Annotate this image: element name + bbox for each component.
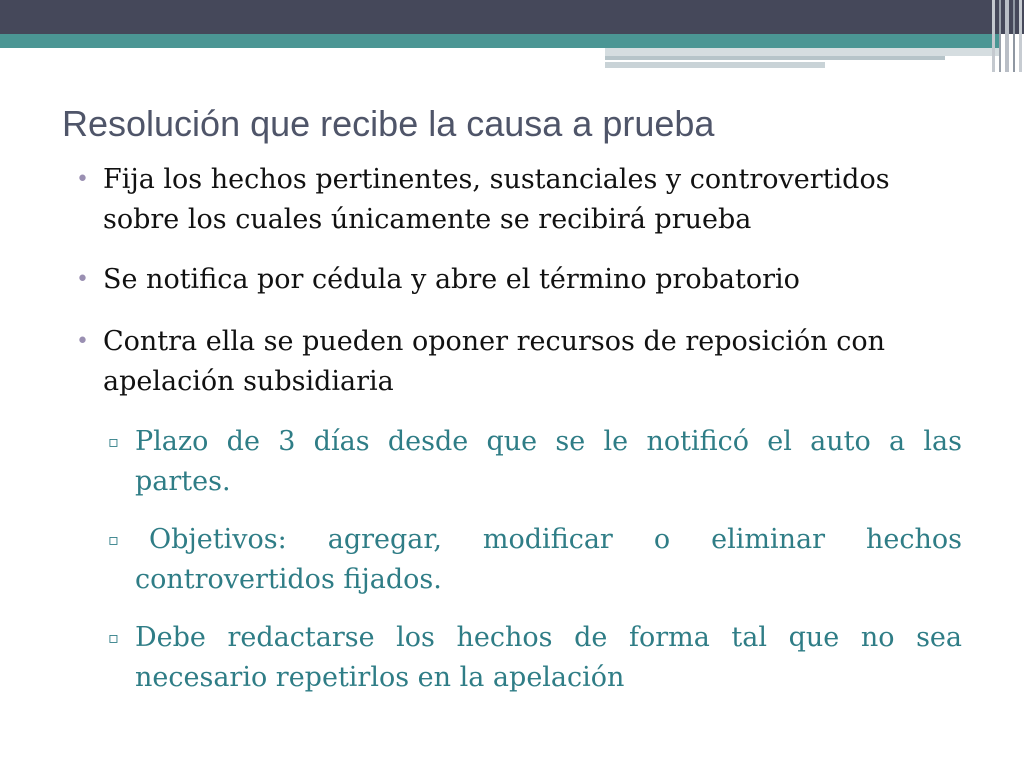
bullet-line: apelación subsidiaria xyxy=(103,366,394,397)
bullet-marker: • xyxy=(76,329,89,354)
bullet-text xyxy=(103,260,963,300)
header-vertical-lines xyxy=(990,0,1024,72)
bullet-line: Contra ella se pueden oponer recursos de reposición con xyxy=(103,326,885,357)
sub-bullet-text xyxy=(135,520,962,600)
sub-bullet-line: Objetivos: agregar, modificar o eliminar hechos xyxy=(149,524,962,555)
header-dark-band xyxy=(0,0,1024,34)
sub-bullet-marker: ▫ xyxy=(108,628,119,647)
sub-bullet-line: necesario repetirlos en la apelación xyxy=(135,662,625,693)
bullet-line: sobre los cuales únicamente se recibirá prueba xyxy=(103,204,752,235)
bullet-text xyxy=(103,322,963,402)
header-stripe-short xyxy=(605,62,825,68)
vertical-line xyxy=(999,0,1001,72)
vertical-line xyxy=(992,0,995,72)
sub-bullet-line: partes. xyxy=(135,466,231,497)
bullet-marker: • xyxy=(76,167,89,192)
header-stripe-mid xyxy=(605,56,945,60)
bullet-line: Se notifica por cédula y abre el término probatorio xyxy=(103,264,800,295)
sub-bullet-text xyxy=(135,618,962,698)
header-stripe-light xyxy=(605,48,1000,56)
sub-bullet-marker: ▫ xyxy=(108,530,119,549)
sub-bullet-line: controvertidos fijados. xyxy=(135,564,442,595)
vertical-line xyxy=(1013,0,1015,72)
sub-bullet-line: Plazo de 3 días desde que se le notificó el auto a las xyxy=(135,426,962,457)
header-teal-band xyxy=(0,34,1000,48)
bullet-line: Fija los hechos pertinentes, sustanciales y controvertidos xyxy=(103,164,890,195)
vertical-line xyxy=(1019,0,1022,72)
sub-bullet-marker: ▫ xyxy=(108,432,119,451)
sub-bullet-line: Debe redactarse los hechos de forma tal que no sea xyxy=(135,622,962,653)
slide-title: Resolución que recibe la causa a prueba xyxy=(62,103,715,144)
sub-bullet-text xyxy=(135,422,962,502)
vertical-line xyxy=(1005,0,1009,72)
bullet-marker: • xyxy=(76,267,89,292)
bullet-text xyxy=(103,160,963,240)
